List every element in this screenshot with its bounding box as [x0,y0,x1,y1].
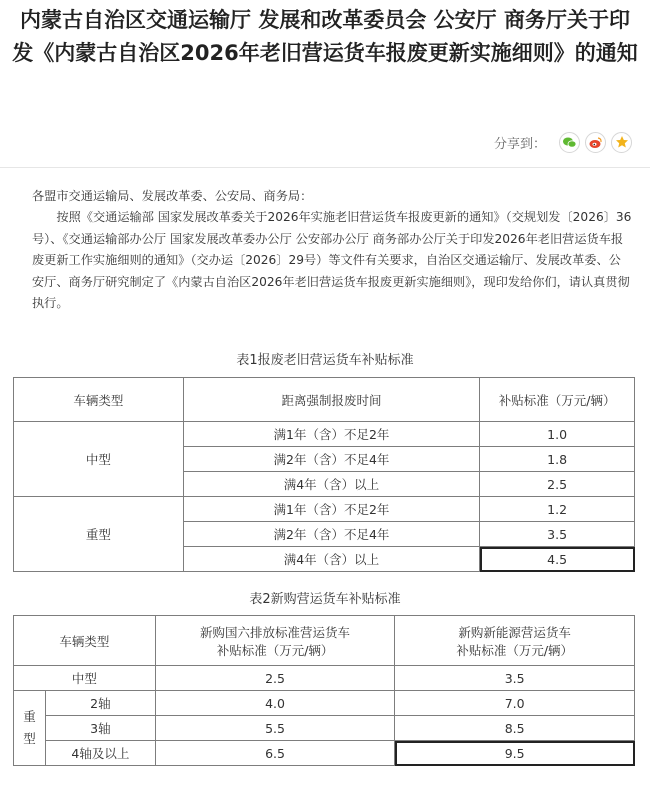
subsidy-cell: 1.2 [480,497,635,522]
body-paragraph: 按照《交通运输部 国家发展改革委关于2026年实施老旧营运货车报废更新的通知》（交规划发〔2026〕36号）、《交通运输部办公厅 国家发展改革委办公厅 公安部办公厅 商务部办公厅关于印发2026年老旧营运货车报废更新工作实施细则的通知》（交办运〔2026〕29号）等文件有关要求，自治区交通运输厅、发展改革委、公安厅、商务厅研究制定了《内蒙古自治区2026年老旧营运货车报废更新实施细则》，现印发给你们，请认真贯彻执行。 [32,210,632,311]
table2 [13,615,635,766]
table-row [14,422,635,447]
period-cell: 满1年（含）不足2年 [183,422,480,447]
subsidy-cell: 1.0 [480,422,635,447]
header-line: 补贴标准（万元/辆） [216,642,334,658]
period-cell: 满4年（含）以上 [183,472,480,497]
table-header-row [14,616,635,666]
weibo-icon[interactable] [585,132,606,153]
article-body [32,186,632,314]
subsidy-cell: 4.0 [155,691,395,716]
header-line: 新购国六排放标准营运货车 [200,624,351,640]
subsidy-cell: 7.0 [395,691,635,716]
subsidy-cell: 5.5 [155,716,395,741]
subsidy-cell: 8.5 [395,716,635,741]
period-cell: 满2年（含）不足4年 [183,522,480,547]
header-line: 补贴标准（万元/辆） [456,642,574,658]
subsidy-cell: 2.5 [155,666,395,691]
subsidy-cell: 3.5 [480,522,635,547]
vehicle-type-cell [14,691,46,766]
axle-cell: 4轴及以上 [45,741,155,766]
table-header-cell [395,616,635,666]
subsidy-cell: 1.8 [480,447,635,472]
axle-cell: 3轴 [45,716,155,741]
table-header-cell [155,616,395,666]
subsidy-cell: 6.5 [155,741,395,766]
header-divider [0,167,650,168]
table-header-cell: 距离强制报废时间 [183,378,480,422]
wechat-icon[interactable] [559,132,580,153]
axle-cell: 2轴 [45,691,155,716]
table-row [14,497,635,522]
table2-caption: 表2新购营运货车补贴标准 [249,592,401,607]
table1-caption: 表1报废老旧营运货车补贴标准 [236,353,414,368]
table1 [13,377,635,572]
table-header-cell: 补贴标准（万元/辆） [480,378,635,422]
table-header-cell: 车辆类型 [14,378,184,422]
period-cell: 满2年（含）不足4年 [183,447,480,472]
highlighted-subsidy-cell: 4.5 [480,547,635,572]
article-title: 内蒙古自治区交通运输厅 发展和改革委员会 公安厅 商务厅关于印发《内蒙古自治区2026年老旧营运货车报废更新实施细则》的通知 [12,8,638,65]
salutation: 各盟市交通运输局、发展改革委、公安局、商务局： [32,189,313,203]
header-line: 新购新能源营运货车 [458,624,571,640]
table-row [14,666,635,691]
share-label: 分享到： [493,136,546,152]
highlighted-subsidy-cell: 9.5 [395,741,635,766]
subsidy-cell: 2.5 [480,472,635,497]
vehicle-type-cell: 中型 [14,666,156,691]
period-cell: 满1年（含）不足2年 [183,497,480,522]
table-row [14,741,635,766]
table-row [14,691,635,716]
vehicle-type-cell: 重型 [14,497,184,572]
subsidy-cell: 3.5 [395,666,635,691]
period-cell: 满4年（含）以上 [183,547,480,572]
vertical-type-label: 重型 [23,709,36,746]
table-row [14,716,635,741]
vehicle-type-cell: 中型 [14,422,184,497]
share-bar [494,130,632,154]
favorite-icon[interactable] [611,132,632,153]
table-header-row [14,378,635,422]
table-header-cell: 车辆类型 [14,616,156,666]
